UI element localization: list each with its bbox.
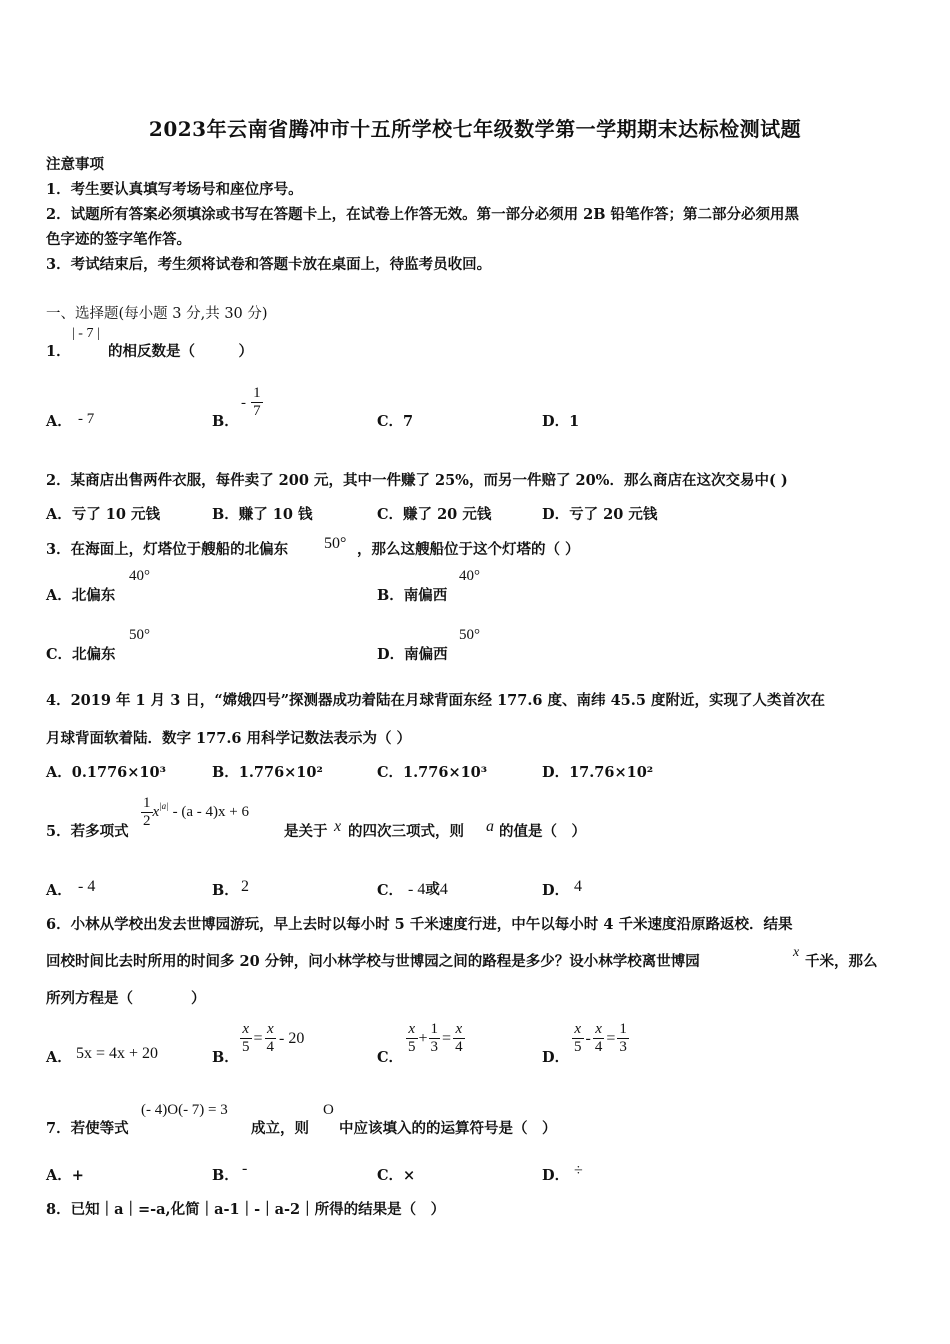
frac-denominator: 5: [242, 1039, 250, 1055]
frac-numerator: x: [593, 1021, 605, 1039]
q5-text-part1: 是关于: [284, 823, 328, 840]
variable-x: x: [152, 804, 160, 820]
q3-option-c-degree: 50°: [129, 627, 150, 643]
q2-option-a: A．亏了 10 元钱: [46, 506, 161, 523]
q4-text-line2: 月球背面软着陆．数字 177.6 用科学记数法表示为（ ）: [46, 730, 412, 747]
q3-degree: 50°: [324, 535, 347, 552]
q2-option-d: D．亏了 20 元钱: [542, 506, 658, 523]
q6-var-x: x: [793, 945, 800, 960]
q1-option-d: D．1: [542, 413, 580, 430]
q5-option-c-label: C．: [377, 882, 404, 899]
q1-expression: | - 7 |: [72, 326, 100, 341]
q3-option-a-degree: 40°: [129, 568, 150, 584]
q6-option-a-label: A．: [46, 1049, 72, 1066]
q6-option-c-label: C．: [377, 1049, 404, 1066]
option-value: 4: [439, 881, 448, 898]
q2-option-c: C．赚了 20 元钱: [377, 506, 492, 523]
option-or: 或: [425, 881, 440, 898]
notice-item: 1．考生要认真填写考场号和座位序号。: [46, 181, 303, 198]
q7-option-a: A．+: [46, 1167, 84, 1184]
notice-item: 3．考试结束后，考生须将试卷和答题卡放在桌面上，待监考员收回。: [46, 256, 492, 273]
equals-sign: =: [442, 1029, 452, 1047]
q1-option-a-label: A．: [46, 413, 72, 430]
q4-option-c: C．1.776×10³: [377, 764, 488, 781]
q3-option-d-degree: 50°: [459, 627, 480, 643]
q6-text-line2a: 回校时间比去时所用的时间多 20 分钟，问小林学校与世博园之间的路程是多少？设小林学校离世博园: [46, 953, 700, 970]
frac-denominator: 7: [253, 403, 261, 419]
q5-polynomial: [141, 795, 249, 830]
q3-option-b-degree: 40°: [459, 568, 480, 584]
q5-option-d-label: D．: [542, 882, 570, 899]
notice-item: 2．试题所有答案必须填涂或书写在答题卡上，在试卷上作答无效。第一部分必须用 2B 铅笔作答；第二部分必须用黑: [46, 206, 800, 223]
q5-option-a: - 4: [78, 878, 96, 895]
q4-option-d: D．17.76×10²: [542, 764, 654, 781]
q5-var-x: x: [334, 818, 342, 835]
q7-text-part2: 中应该填入的的运算符号是（ ）: [339, 1120, 557, 1137]
q4-option-a: A．0.1776×10³: [46, 764, 166, 781]
q6-text-line3: 所列方程是（ ）: [46, 990, 206, 1007]
q6-option-a: 5x = 4x + 20: [76, 1045, 159, 1062]
section-heading: 一、选择题(每小题 3 分,共 30 分): [46, 306, 268, 322]
frac-denominator: 4: [266, 1039, 275, 1055]
equals-sign: =: [253, 1029, 263, 1047]
frac-numerator: x: [265, 1021, 277, 1039]
q6-option-b-label: B．: [212, 1049, 239, 1066]
q6-text-line2b: 千米，那么: [805, 953, 878, 970]
frac-denominator: 3: [430, 1039, 439, 1055]
q4-option-b: B．1.776×10²: [212, 764, 323, 781]
q6-text-line1: 6．小林从学校出发去世博园游玩，早上去时以每小时 5 千米速度行进，中午以每小时 4 千米速度沿原路返校．结果: [46, 916, 793, 933]
frac-numerator: 1: [143, 795, 151, 811]
q8-text: 8．已知｜a｜=-a,化简｜a-1｜-｜a-2｜所得的结果是（ ）: [46, 1201, 446, 1218]
q1-text: 的相反数是（ ）: [108, 343, 253, 360]
frac-denominator: 4: [594, 1039, 603, 1055]
frac-denominator: 5: [574, 1039, 582, 1055]
minus-sign: -: [585, 1029, 591, 1047]
equals-sign: =: [606, 1029, 616, 1047]
exponent: |a|: [159, 801, 169, 811]
frac-denominator: 5: [408, 1039, 416, 1055]
q7-text-part1: 成立，则: [251, 1120, 309, 1137]
q3-text-part2: ，那么这艘船位于这个灯塔的（ ）: [357, 541, 580, 558]
frac-denominator: 3: [619, 1039, 627, 1055]
frac-denominator: 4: [455, 1039, 463, 1055]
minus-sign: -: [241, 395, 246, 411]
q7-label: 7．若使等式: [46, 1120, 129, 1137]
q3-option-a: A．北偏东: [46, 587, 116, 604]
q7-option-d-label: D．: [542, 1167, 570, 1184]
plus-sign: +: [418, 1029, 428, 1047]
q6-option-b: [240, 1021, 304, 1056]
frac-numerator: x: [406, 1021, 418, 1039]
q6-option-d: [572, 1021, 629, 1056]
q3-option-b: B．南偏西: [377, 587, 448, 604]
q2-option-b: B．赚了 10 钱: [212, 506, 313, 523]
q1-number: 1．: [46, 343, 71, 360]
q5-option-b: 2: [241, 878, 249, 895]
frac-numerator: x: [572, 1021, 584, 1039]
q5-option-d: 4: [574, 878, 582, 895]
frac-numerator: 1: [430, 1021, 439, 1037]
q7-option-b-label: B．: [212, 1167, 239, 1184]
expression-tail: - 20: [279, 1029, 305, 1047]
q3-option-d: D．南偏西: [377, 646, 448, 663]
option-value: - 4: [408, 881, 426, 898]
q1-option-c: C．7: [377, 413, 414, 430]
frac-numerator: 1: [253, 385, 261, 401]
frac-numerator: x: [240, 1021, 252, 1039]
q7-circle-symbol: O: [323, 1102, 334, 1118]
q3-text-part1: 3．在海面上，灯塔位于艘船的北偏东: [46, 541, 289, 558]
q2-text: 2．某商店出售两件衣服，每件卖了 200 元，其中一件赚了 25%，而另一件赔了 20%．那么商店在这次交易中( ): [46, 472, 788, 489]
frac-denominator: 2: [143, 813, 151, 829]
polynomial-rest: - (a - 4)x + 6: [172, 804, 249, 820]
frac-numerator: x: [453, 1021, 465, 1039]
frac-numerator: 1: [619, 1021, 627, 1037]
q7-option-b: -: [242, 1160, 248, 1177]
q1-option-a: - 7: [78, 411, 95, 427]
q6-option-d-label: D．: [542, 1049, 570, 1066]
q5-text-part2: 的四次三项式，则: [348, 823, 464, 840]
exam-title: 2023年云南省腾冲市十五所学校七年级数学第一学期期末达标检测试题: [148, 117, 802, 141]
q5-var-a: a: [486, 818, 494, 835]
q5-option-c: [408, 878, 448, 899]
q1-option-b-label: B．: [212, 413, 239, 430]
q5-label: 5．若多项式: [46, 823, 129, 840]
q5-option-b-label: B．: [212, 882, 239, 899]
q3-option-c: C．北偏东: [46, 646, 116, 663]
q7-equation: (- 4)O(- 7) = 3: [141, 1102, 228, 1118]
q7-option-d: ÷: [574, 1162, 583, 1179]
notice-item: 色字迹的签字笔作答。: [46, 231, 191, 248]
q6-option-c: [406, 1021, 465, 1056]
q5-option-a-label: A．: [46, 882, 72, 899]
notice-heading: 注意事项: [46, 156, 104, 173]
q5-text-part3: 的值是（ ）: [499, 823, 586, 840]
q4-text-line1: 4．2019 年 1 月 3 日，“嫦娥四号”探测器成功着陆在月球背面东经 177.6 度、南纬 45.5 度附近，实现了人类首次在: [46, 692, 825, 709]
q7-option-c: C．×: [377, 1167, 416, 1184]
q1-option-b: [241, 385, 263, 420]
